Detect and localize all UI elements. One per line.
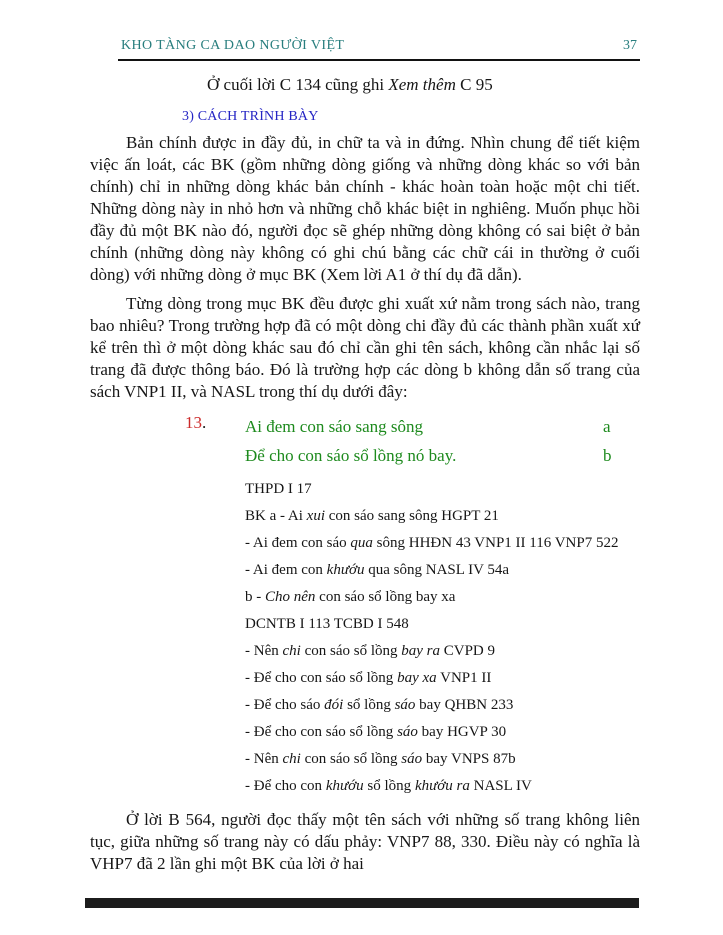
reference-line: - Để cho sáo đói sổ lồng sáo bay QHBN 233 [245,697,514,713]
ca-dao-entry-13 [90,412,640,800]
reference-line: b - Cho nên con sáo sổ lồng bay xa [245,589,456,605]
verse-line-a [245,412,640,441]
reference-line: - Ai đem con sáo qua sông HHĐN 43 VNP1 II 116 VNP7 522 [245,535,619,551]
page-number: 37 [623,38,637,53]
closing-paragraph: Ở lời B 564, người đọc thấy một tên sách với những số trang không liên tục, giữa những số trang này có dấu phảy: VNP7 88, 330. Điều này có nghĩa là VHP7 đã 2 lần ghi một BK của lời ở hai [90,810,640,873]
verse-label-a: a [603,417,611,436]
reference-list [90,476,640,800]
intro-line: Ở cuối lời C 134 cũng ghi Xem thêm C 95 [207,75,493,94]
entry-number [185,413,206,433]
verse-text: Để cho con sáo sổ lồng nó bay. [245,446,457,465]
running-header-title: KHO TÀNG CA DAO NGƯỜI VIỆT [121,38,345,53]
body-paragraph: Từng dòng trong mục BK đều được ghi xuất xứ nằm trong sách nào, trang bao nhiêu? Trong trường hợp đã có một dòng chi đầy đủ các thành phần xuất xứ kể trên thì ở một dòng khác sau đó chỉ cần ghi tên sách, không cần nhắc lại số trang đã được thông báo. Đó là trường hợp các dòng b không dẫn số trang của sách VNP1 II, và NASL trong thí dụ dưới đây: [90,294,640,401]
reference-line: - Ai đem con khướu qua sông NASL IV 54a [245,562,510,578]
verse-line-b [245,441,640,470]
section-heading: 3) CÁCH TRÌNH BÀY [182,109,319,124]
reference-line: - Để cho con sáo sổ lồng sáo bay HGVP 30 [245,724,507,740]
verse-label-b: b [603,446,612,465]
header-rule [118,59,640,61]
reference-line: - Nên chi con sáo sổ lồng sáo bay VNPS 87b [245,751,516,767]
reference-line: - Nên chi con sáo sổ lồng bay ra CVPD 9 [245,643,496,659]
footer-rule [85,898,639,908]
reference-line: THPD I 17 [245,481,312,497]
reference-line: - Để cho con khướu sổ lồng khướu ra NASL IV [245,778,532,794]
verse-text: Ai đem con sáo sang sông [245,417,424,436]
page-content [90,74,640,875]
entry-number-dot: . [202,413,207,432]
reference-line: DCNTB I 113 TCBD I 548 [245,616,409,632]
entry-number-value: 13 [185,413,202,432]
reference-line: - Để cho con sáo sổ lồng bay xa VNP1 II [245,670,492,686]
reference-line: BK a - Ai xui con sáo sang sông HGPT 21 [245,508,499,524]
body-paragraph: Bản chính được in đầy đủ, in chữ ta và in đứng. Nhìn chung để tiết kiệm việc ấn loát, các BK (gồm những dòng giống và những dòng khác so với bản chính) chỉ in những dòng khác bản chính - khác hoàn toàn hoặc một chi tiết. Những dòng này in nhỏ hơn và những chỗ khác biệt in nghiêng. Muốn phục hồi đầy đủ một BK nào đó, người đọc sẽ ghép những dòng không có sai biệt ở bản chính (những dòng này không có ghi chú bằng các chữ cái in thường ở cuối dòng) với những dòng ở mục BK (Xem lời A1 ở thí dụ đã dẫn). [90,133,640,284]
